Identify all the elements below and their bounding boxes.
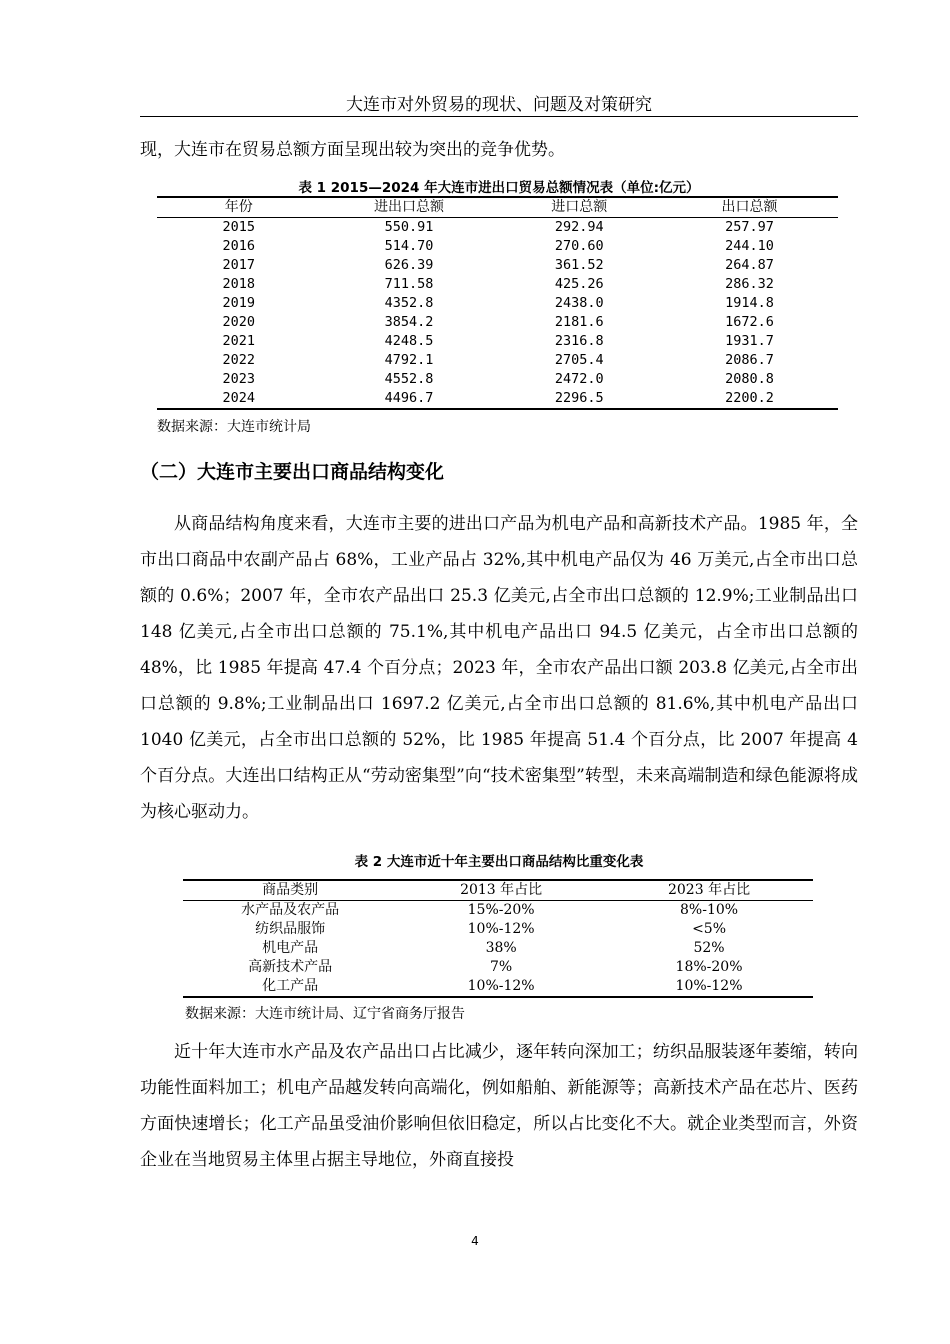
table2-cell: 高新技术产品: [248, 959, 333, 975]
table-row: [183, 977, 813, 997]
table2-cell: 10%-12%: [675, 978, 743, 994]
table1-cell: 2021: [222, 333, 255, 349]
running-header: 大连市对外贸易的现状、问题及对策研究: [140, 94, 858, 117]
table-row: [157, 256, 838, 275]
table1-caption: 表 1 2015—2024 年大连市进出口贸易总额情况表（单位:亿元）: [298, 180, 700, 196]
table1-cell: 2023: [222, 371, 255, 387]
table1-header-row: [157, 197, 838, 218]
table1-cell: 2705.4: [554, 352, 604, 368]
table2-cell: 10%-12%: [467, 921, 535, 937]
table1-cell: 1914.8: [725, 295, 774, 311]
table1-cell: 2017: [222, 257, 255, 273]
paragraph-analysis: 近十年大连市水产品及农产品出口占比减少，逐年转向深加工；纺织品服装逐年萎缩，转向功能性面料加工；机电产品越发转向高端化，例如船舶、新能源等；高新技术产品在芯片、医药方面快速增长；化工产品虽受油价影响但依旧稳定，所以占比变化不大。就企业类型而言，外资企业在当地贸易主体里占据主导地位，外商直接投: [140, 1042, 858, 1170]
table1-cell: 3854.2: [384, 314, 434, 330]
table1-cell: 2438.0: [554, 295, 604, 311]
table2-cell: <5%: [692, 921, 727, 937]
section-heading: （二）大连市主要出口商品结构变化: [140, 461, 445, 483]
table1-cell: 2200.2: [725, 390, 774, 406]
table1-cell: 425.26: [554, 276, 604, 292]
table2-cell: 7%: [490, 959, 513, 975]
table-row: [183, 939, 813, 958]
table2-cell: 18%-20%: [675, 959, 743, 975]
table2-cell: 38%: [485, 940, 517, 956]
table1-cell: 2080.8: [725, 371, 774, 387]
table1-cell: 270.60: [554, 238, 604, 254]
intro-text: 现，大连市在贸易总额方面呈现出较为突出的竞争优势。: [140, 140, 565, 160]
table1-cell: 4496.7: [384, 390, 434, 406]
table1-cell: 4552.8: [384, 371, 434, 387]
table2: [183, 879, 813, 998]
table1-cell: 2018: [222, 276, 255, 292]
table2-cell: 纺织品服饰: [255, 921, 326, 937]
table1-cell: 2022: [222, 352, 255, 368]
table-row: [157, 275, 838, 294]
table1-cell: 2015: [222, 219, 255, 235]
table1-cell: 286.32: [725, 276, 774, 292]
table-row: [183, 901, 813, 921]
table-row: [157, 218, 838, 238]
table1-cell: 2296.5: [554, 390, 604, 406]
table1-cell: 626.39: [384, 257, 434, 273]
table1-cell: 1931.7: [725, 333, 774, 349]
table2-col-category: 商品类别: [183, 880, 397, 901]
table1-cell: 4248.5: [384, 333, 434, 349]
table1-col-year: 年份: [157, 197, 320, 218]
table1-cell: 514.70: [384, 238, 434, 254]
table2-cell: 机电产品: [262, 940, 319, 956]
table-row: [157, 237, 838, 256]
table2-cell: 水产品及农产品: [241, 902, 340, 918]
table2-cell: 52%: [693, 940, 725, 956]
table2-caption: 表 2 大连市近十年主要出口商品结构比重变化表: [354, 854, 644, 870]
paragraph-structure: 从商品结构角度来看，大连市主要的进出口产品为机电产品和高新技术产品。1985 年，全市出口商品中农副产品占 68%，工业产品占 32%,其中机电产品仅为 46 万美元,占全市出口总额的 0.6%；2007 年，全市农产品出口 25.3 亿美元,占全市出口总额的 12.9%;工业制品出口 148 亿美元,占全市出口总额的 75.1%,其中机电产品出口 94.5 亿美元，占全市出口总额的 48%，比 1985 年提高 47.4 个百分点；2023 年，全市农产品出口额 203.8 亿美元,占全市出口总额的 9.8%;工业制品出口 1697.2 亿美元,占全市出口总额的 81.6%,其中机电产品出口 1040 亿美元，占全市出口总额的 52%，比 1985 年提高 51.4 个百分点，比 2007 年提高 4 个百分点。大连出口结构正从“劳动密集型”向“技术密集型”转型，未来高端制造和绿色能源将成为核心驱动力。: [140, 514, 858, 822]
table-row: [157, 294, 838, 313]
table2-source: 数据来源：大连市统计局、辽宁省商务厅报告: [185, 1006, 465, 1022]
table-row: [157, 351, 838, 370]
table1-cell: 2181.6: [554, 314, 604, 330]
table1-cell: 2016: [222, 238, 255, 254]
table1-col-export: 出口总额: [661, 197, 838, 218]
table1-col-total: 进出口总额: [320, 197, 497, 218]
table1-source: 数据来源：大连市统计局: [157, 419, 311, 435]
table1-cell: 711.58: [384, 276, 434, 292]
table1-cell: 2019: [222, 295, 255, 311]
table1-cell: 264.87: [725, 257, 774, 273]
table2-header-row: [183, 880, 813, 901]
table-row: [157, 389, 838, 409]
table-row: [157, 332, 838, 351]
table2-cell: 8%-10%: [680, 902, 739, 918]
table2-cell: 15%-20%: [467, 902, 535, 918]
table1-cell: 2020: [222, 314, 255, 330]
table1-cell: 292.94: [554, 219, 604, 235]
table-row: [157, 370, 838, 389]
table2-cell: 化工产品: [262, 978, 319, 994]
page-number: 4: [471, 1234, 479, 1248]
table1-cell: 2316.8: [554, 333, 604, 349]
table-row: [157, 313, 838, 332]
table1-cell: 2472.0: [554, 371, 604, 387]
table-row: [183, 958, 813, 977]
table1-cell: 1672.6: [725, 314, 774, 330]
table1-cell: 361.52: [554, 257, 604, 273]
table1-cell: 244.10: [725, 238, 774, 254]
table1: [157, 196, 838, 410]
table1-cell: 2024: [222, 390, 255, 406]
table2-col-2023: 2023 年占比: [605, 880, 813, 901]
table2-cell: 10%-12%: [467, 978, 535, 994]
table2-col-2013: 2013 年占比: [397, 880, 605, 901]
table1-cell: 257.97: [725, 219, 774, 235]
table-row: [183, 920, 813, 939]
table1-col-import: 进口总额: [497, 197, 660, 218]
table1-cell: 4792.1: [384, 352, 434, 368]
table1-cell: 550.91: [384, 219, 434, 235]
table1-cell: 2086.7: [725, 352, 774, 368]
table1-cell: 4352.8: [384, 295, 434, 311]
